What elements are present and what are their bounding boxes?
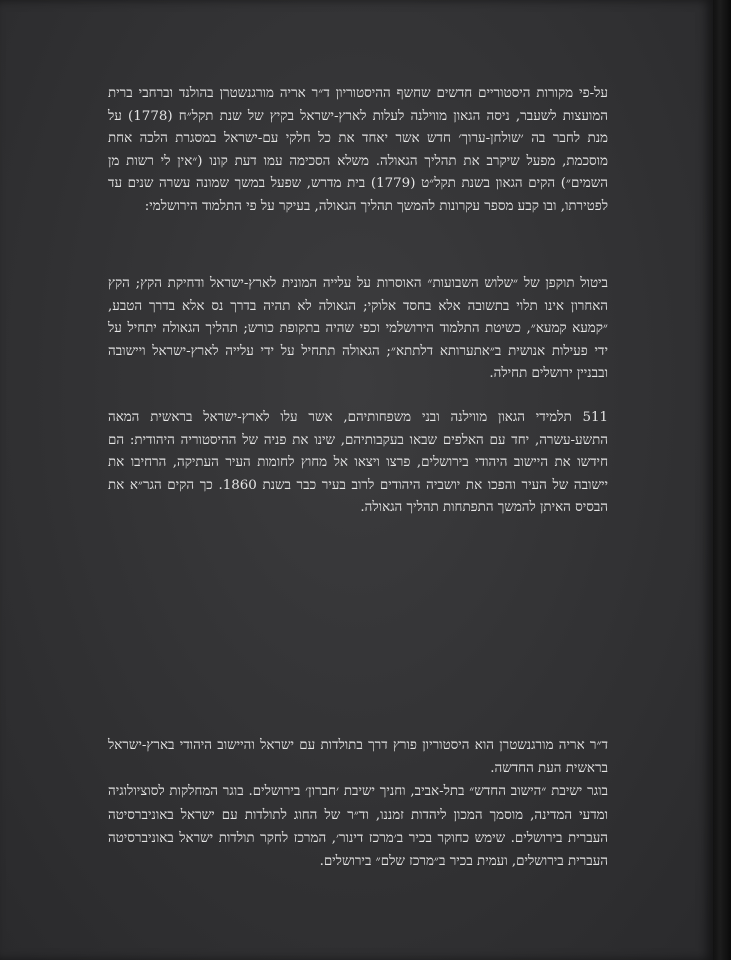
blurb-paragraph-1 xyxy=(108,83,608,219)
author-bio-details: בוגר ישיבת ״הישוב החדש״ בתל-אביב, וחניך ישיבת ׳חברון׳ בירושלים. בוגר המחלקות לסוציולוגיה ומדעי המדינה, מוסמך המכון ליהדות זמננו, וד״ר של החוג לתולדות עם ישראל באוניברסיטה העברית בירושלים. שימש כחוקר בכיר ב׳מרכז דינור׳, המרכז לחקר תולדות ישראל באוניברסיטה העברית בירושלים, ועמית בכיר ב״מרכז שלם״ בירושלים. xyxy=(108,784,608,870)
author-bio xyxy=(108,734,608,873)
blurb-paragraph-1-text: על-פי מקורות היסטוריים חדשים שחשף ההיסטוריון ד״ר אריה מורגנשטרן בהולנד וברחבי ברית המועצות לשעבר, ניסה הגאון מווילנה לעלות לארץ-ישראל בקיץ של שנת תקל״ח (1778) על מנת לחבר בה ׳שולחן-ערוך׳ חדש אשר יאחד את כל חלקי עם-ישראל במסגרת הלכה אחת מוסכמת, מפעל שיקרב את תהליך הגאולה. משלא הסכימה עמו דעת קונו (״אין לי רשות מן השמים״) הקים הגאון בשנת תקל״ט (1779) בית מדרש, שפעל במשך שמונה עשרה שנים עד לפטירתו, ובו קבע מספר עקרונות להמשך תהליך הגאולה, בעיקר על פי התלמוד הירושלמי: xyxy=(108,86,608,214)
blurb-paragraph-2-text: ביטול תוקפן של ״שלוש השבועות״ האוסרות על עלייה המונית לארץ-ישראל ודחיקת הקץ; הקץ האחרון אינו תלוי בתשובה אלא בחסד אלוקי; הגאולה לא תהיה בדרך נס אלא בדרך הטבע, ״קמעא קמעא״, כשיטת התלמוד הירושלמי וכפי שהיה בתקופת כורש; תהליך הגאולה יתחיל על ידי פעילות אנושית ב״אתערותא דלתתא״; הגאולה תתחיל על ידי עלייה לארץ-ישראל ויישובה ובבניין ירושלים תחילה. xyxy=(108,276,608,382)
blurb-paragraph-3-text: 511 תלמידי הגאון מווילנה ובני משפחותיהם, אשר עלו לארץ-ישראל בראשית המאה התשע-עשרה, יחד עם האלפים שבאו בעקבותיהם, שינו את פניה של ההיסטוריה היהודית: הם חידשו את היישוב היהודי בירושלים, פרצו ויצאו אל מחוץ לחומות העיר העתיקה, הרחיבו את יישובה של העיר והפכו את יושביה היהודים לרוב בעיר כבר בשנת 1860. כך הקים הגר״א את הבסיס האיתן להמשך התפתחות תהליך הגאולה. xyxy=(108,410,608,516)
blurb-paragraph-3 xyxy=(108,407,608,520)
book-spine-edge xyxy=(713,0,731,960)
author-bio-intro: ד״ר אריה מורגנשטרן הוא היסטוריון פורץ דרך בתולדות עם ישראל והיישוב היהודי בארץ-ישראל בראשית העת החדשה. xyxy=(108,738,608,777)
blurb-paragraph-2 xyxy=(108,273,608,386)
